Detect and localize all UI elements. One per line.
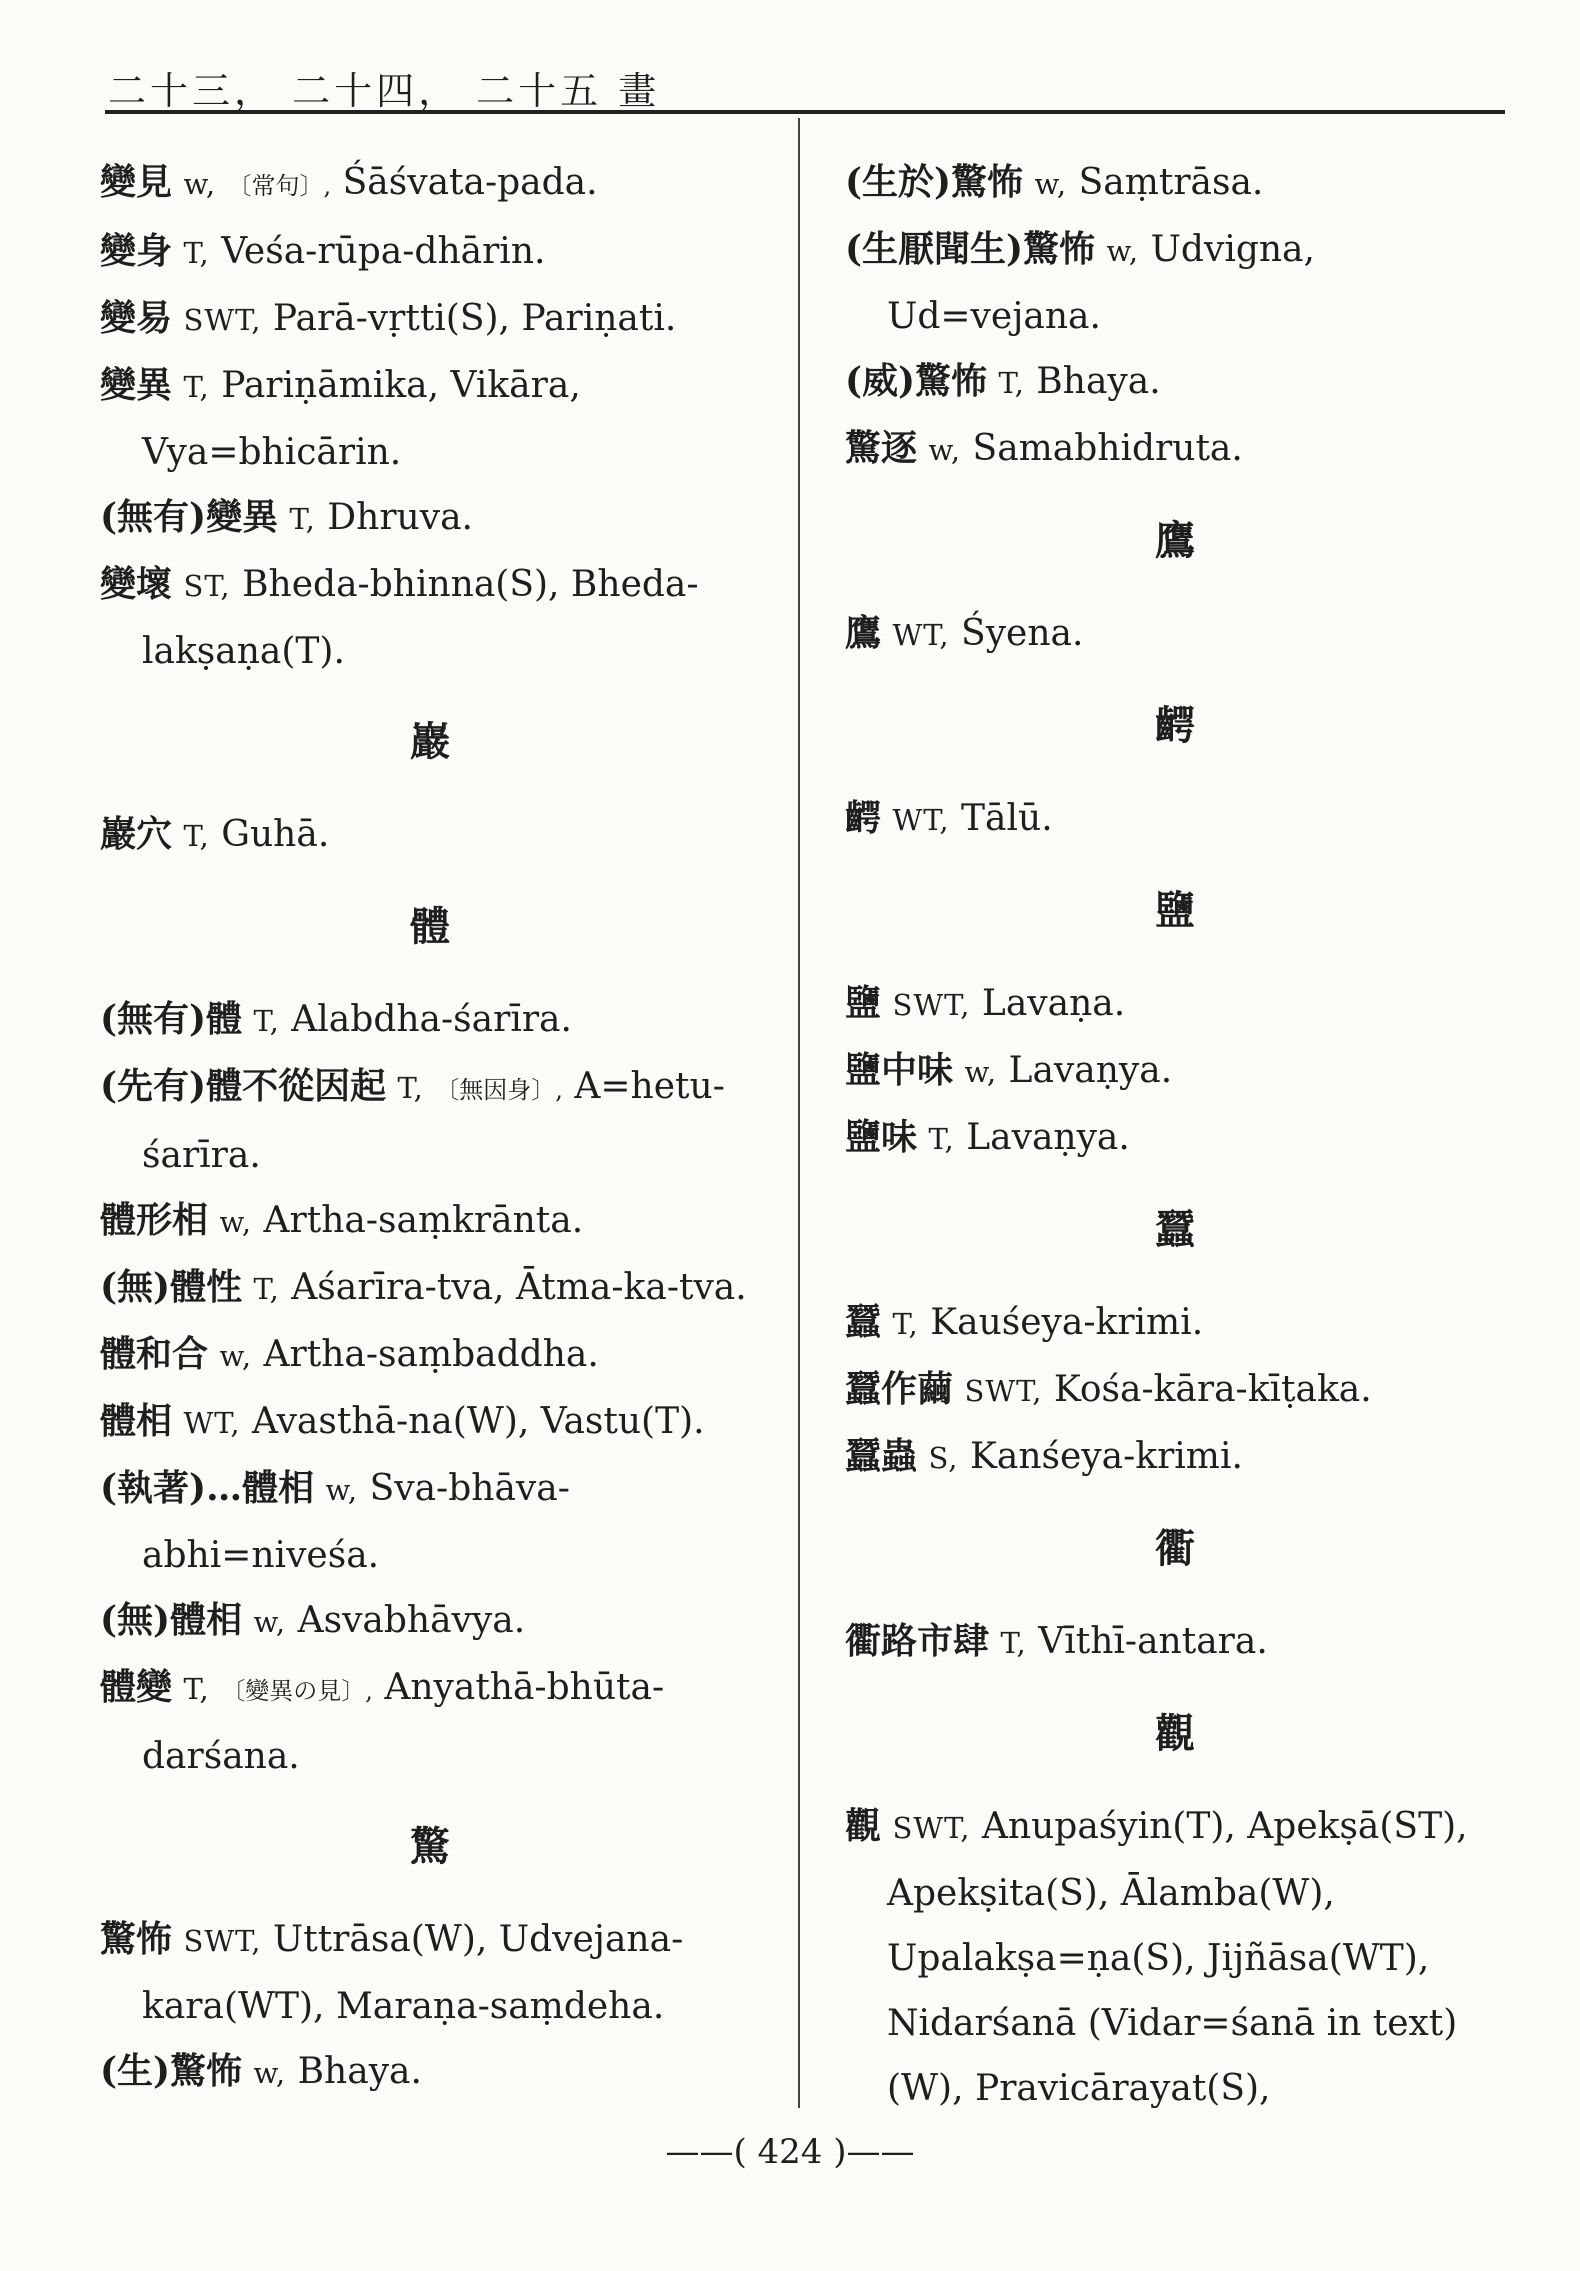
entry-source-tag: T, bbox=[183, 236, 210, 270]
entry-source-tag: T, bbox=[183, 1672, 210, 1706]
dictionary-entry bbox=[845, 971, 1505, 1038]
dictionary-entry bbox=[845, 786, 1505, 853]
dictionary-entry bbox=[100, 1255, 760, 1322]
dictionary-entry bbox=[845, 217, 1505, 349]
entry-source-tag: T, bbox=[397, 1071, 424, 1105]
dictionary-entry bbox=[845, 150, 1505, 217]
entry-headword: (威)驚怖 bbox=[845, 360, 988, 402]
header-rule bbox=[105, 110, 1505, 114]
entry-definition: Dhruva. bbox=[327, 497, 473, 538]
entry-source-tag: w, bbox=[253, 2056, 287, 2090]
entry-headword: 變見 bbox=[100, 161, 173, 203]
dictionary-entry bbox=[845, 349, 1505, 416]
entry-source-tag: T, bbox=[1000, 1626, 1027, 1660]
section-heading: 齶 bbox=[1155, 702, 1195, 749]
dictionary-entry bbox=[845, 1357, 1505, 1424]
entry-headword: 變壞 bbox=[100, 563, 173, 605]
entry-source-tag: ST, bbox=[183, 569, 231, 603]
dictionary-entry bbox=[100, 552, 760, 684]
entry-definition: Pariṇāmika, Vikāra, Vya=bhicārin. bbox=[142, 365, 581, 473]
entry-headword: (生厭聞生)驚怖 bbox=[845, 228, 1096, 270]
entry-definition: Samabhidruta. bbox=[972, 428, 1243, 469]
entry-definition: Alabdha-śarīra. bbox=[291, 999, 572, 1040]
entry-headword: (無)體性 bbox=[100, 1266, 243, 1308]
entry-headword: (執著)…體相 bbox=[100, 1467, 315, 1509]
entry-headword: 鹽中味 bbox=[845, 1049, 954, 1091]
section-heading: 鷹 bbox=[1155, 517, 1195, 564]
entry-definition: Anyathā-bhūta-darśana. bbox=[142, 1667, 665, 1777]
dictionary-entry bbox=[100, 286, 760, 353]
dictionary-entry bbox=[845, 1105, 1505, 1172]
dictionary-entry bbox=[100, 1322, 760, 1389]
entry-note: 〔無因身〕, bbox=[435, 1076, 563, 1104]
entry-definition: Veśa-rūpa-dhārin. bbox=[221, 231, 546, 272]
entry-definition: Kauśeya-krimi. bbox=[930, 1302, 1204, 1343]
entry-headword: 鹽味 bbox=[845, 1116, 918, 1158]
section-heading: 體 bbox=[410, 903, 450, 950]
entry-headword: 蠶作繭 bbox=[845, 1368, 954, 1410]
entry-source-tag: T, bbox=[253, 1272, 280, 1306]
dictionary-entry bbox=[845, 416, 1505, 483]
entry-source-tag: S, bbox=[928, 1441, 959, 1475]
dictionary-entry bbox=[100, 219, 760, 286]
entry-source-tag: T, bbox=[998, 366, 1025, 400]
entry-definition: Bhaya. bbox=[297, 2051, 422, 2092]
entry-headword: (無有)變異 bbox=[100, 496, 279, 538]
dictionary-entry bbox=[100, 2039, 760, 2106]
section-heading: 蠶 bbox=[1155, 1206, 1195, 1253]
entry-headword: 巖穴 bbox=[100, 813, 173, 855]
entry-definition: Bheda-bhinna(S), Bheda-lakṣaṇa(T). bbox=[142, 564, 699, 672]
entry-source-tag: w, bbox=[183, 167, 217, 201]
entry-source-tag: T, bbox=[892, 1307, 919, 1341]
entry-source-tag: w, bbox=[325, 1473, 359, 1507]
entry-headword: 變身 bbox=[100, 230, 173, 272]
entry-definition: Asvabhāvya. bbox=[297, 1600, 526, 1641]
dictionary-entry bbox=[845, 601, 1505, 668]
dictionary-entry bbox=[100, 1054, 760, 1188]
dictionary-entry bbox=[100, 802, 760, 869]
dictionary-entry bbox=[100, 987, 760, 1054]
entry-definition: Artha-saṃkrānta. bbox=[263, 1200, 584, 1241]
entry-headword: (生於)驚怖 bbox=[845, 161, 1024, 203]
entry-headword: (無有)體 bbox=[100, 998, 243, 1040]
entry-source-tag: w, bbox=[219, 1205, 253, 1239]
dictionary-entry bbox=[845, 1290, 1505, 1357]
entry-source-tag: w, bbox=[928, 433, 962, 467]
entry-source-tag: T, bbox=[183, 370, 210, 404]
entry-definition: Vīthī-antara. bbox=[1038, 1621, 1268, 1662]
entry-definition: Udvigna, Ud=vejana. bbox=[887, 229, 1315, 337]
entry-headword: 齶 bbox=[845, 797, 882, 839]
entry-headword: 驚怖 bbox=[100, 1918, 173, 1960]
entry-headword: (先有)體不從因起 bbox=[100, 1065, 387, 1107]
entry-source-tag: SWT, bbox=[892, 988, 971, 1022]
column-divider bbox=[798, 118, 800, 2108]
entry-headword: (無)體相 bbox=[100, 1599, 243, 1641]
entry-headword: 蠶蟲 bbox=[845, 1435, 918, 1477]
dictionary-entry bbox=[100, 1588, 760, 1655]
dictionary-entry bbox=[100, 1907, 760, 2039]
entry-definition: Tālū. bbox=[961, 798, 1053, 839]
entry-definition: Sva-bhāva-abhi=niveśa. bbox=[142, 1468, 570, 1576]
entry-definition: Kanśeya-krimi. bbox=[969, 1436, 1243, 1477]
entry-source-tag: w, bbox=[964, 1055, 998, 1089]
entry-definition: Uttrāsa(W), Udvejana-kara(WT), Maraṇa-saṃdeha. bbox=[142, 1919, 684, 2027]
dictionary-entry bbox=[845, 1424, 1505, 1491]
entry-definition: Śyena. bbox=[961, 613, 1084, 654]
entry-definition: Lavaṇya. bbox=[966, 1117, 1130, 1158]
entry-source-tag: SWT, bbox=[183, 303, 262, 337]
section-heading: 鹽 bbox=[1155, 887, 1195, 934]
entry-source-tag: WT, bbox=[892, 803, 950, 837]
dictionary-entry bbox=[100, 150, 760, 219]
entry-source-tag: T, bbox=[289, 502, 316, 536]
entry-definition: Artha-saṃbaddha. bbox=[263, 1334, 599, 1375]
entry-headword: (生)驚怖 bbox=[100, 2050, 243, 2092]
dictionary-entry bbox=[100, 1389, 760, 1456]
entry-headword: 體變 bbox=[100, 1666, 173, 1708]
entry-headword: 觀 bbox=[845, 1805, 882, 1847]
entry-source-tag: T, bbox=[253, 1004, 280, 1038]
entry-definition: Parā-vṛtti(S), Pariṇati. bbox=[272, 298, 677, 339]
dictionary-entry bbox=[845, 1038, 1505, 1105]
section-heading: 觀 bbox=[1155, 1710, 1195, 1757]
entry-definition: A=hetu-śarīra. bbox=[142, 1066, 725, 1176]
entry-headword: 變易 bbox=[100, 297, 173, 339]
right-column bbox=[845, 150, 1505, 2121]
entry-headword: 蠶 bbox=[845, 1301, 882, 1343]
entry-source-tag: SWT, bbox=[892, 1811, 971, 1845]
entry-note: 〔變異の見〕, bbox=[221, 1677, 373, 1705]
entry-definition: Aśarīra-tva, Ātma-ka-tva. bbox=[291, 1267, 747, 1308]
running-header: 二十三， 二十四， 二十五 畫 bbox=[108, 69, 661, 113]
dictionary-entry bbox=[100, 1456, 760, 1588]
entry-source-tag: w, bbox=[253, 1605, 287, 1639]
entry-headword: 體相 bbox=[100, 1400, 173, 1442]
page-number: ——( 424 )—— bbox=[665, 2132, 915, 2172]
entry-source-tag: SWT, bbox=[183, 1924, 262, 1958]
entry-headword: 驚逐 bbox=[845, 427, 918, 469]
entry-definition: Lavaṇa. bbox=[981, 983, 1126, 1024]
section-heading: 衢 bbox=[1155, 1525, 1195, 1572]
entry-definition: Avasthā-na(W), Vastu(T). bbox=[252, 1401, 705, 1442]
section-heading: 驚 bbox=[410, 1823, 450, 1870]
entry-note: 〔常句〕, bbox=[227, 172, 332, 200]
entry-headword: 鷹 bbox=[845, 612, 882, 654]
entry-headword: 衢路市肆 bbox=[845, 1620, 990, 1662]
entry-source-tag: WT, bbox=[892, 618, 950, 652]
dictionary-entry bbox=[100, 353, 760, 485]
entry-definition: Kośa-kāra-kīṭaka. bbox=[1053, 1369, 1372, 1410]
entry-definition: Saṃtrāsa. bbox=[1078, 162, 1264, 203]
dictionary-entry bbox=[845, 1609, 1505, 1676]
dictionary-entry bbox=[100, 485, 760, 552]
entry-definition: Śāśvata-pada. bbox=[342, 162, 598, 203]
entry-source-tag: w, bbox=[219, 1339, 253, 1373]
entry-headword: 體和合 bbox=[100, 1333, 209, 1375]
entry-definition: Lavaṇya. bbox=[1008, 1050, 1173, 1091]
section-heading: 巖 bbox=[410, 718, 450, 765]
entry-headword: 體形相 bbox=[100, 1199, 209, 1241]
entry-headword: 鹽 bbox=[845, 982, 882, 1024]
entry-headword: 變異 bbox=[100, 364, 173, 406]
entry-source-tag: T, bbox=[928, 1122, 955, 1156]
entry-source-tag: WT, bbox=[183, 1406, 241, 1440]
entry-source-tag: T, bbox=[183, 819, 210, 853]
entry-definition: Anupaśyin(T), Apekṣā(ST), Apekṣita(S), Ālamba(W), Upalakṣa=ṇa(S), Jijñāsa(WT), Nidarśanā (Vidar=śanā in text)(W), Pravicārayat(S), bbox=[887, 1806, 1468, 2109]
entry-source-tag: w, bbox=[1034, 167, 1068, 201]
dictionary-entry bbox=[845, 1794, 1505, 2121]
left-column bbox=[100, 150, 760, 2106]
entry-source-tag: SWT, bbox=[964, 1374, 1043, 1408]
entry-source-tag: w, bbox=[1106, 234, 1140, 268]
dictionary-entry bbox=[100, 1188, 760, 1255]
dictionary-entry bbox=[100, 1655, 760, 1789]
entry-definition: Guhā. bbox=[221, 814, 330, 855]
entry-definition: Bhaya. bbox=[1036, 361, 1161, 402]
